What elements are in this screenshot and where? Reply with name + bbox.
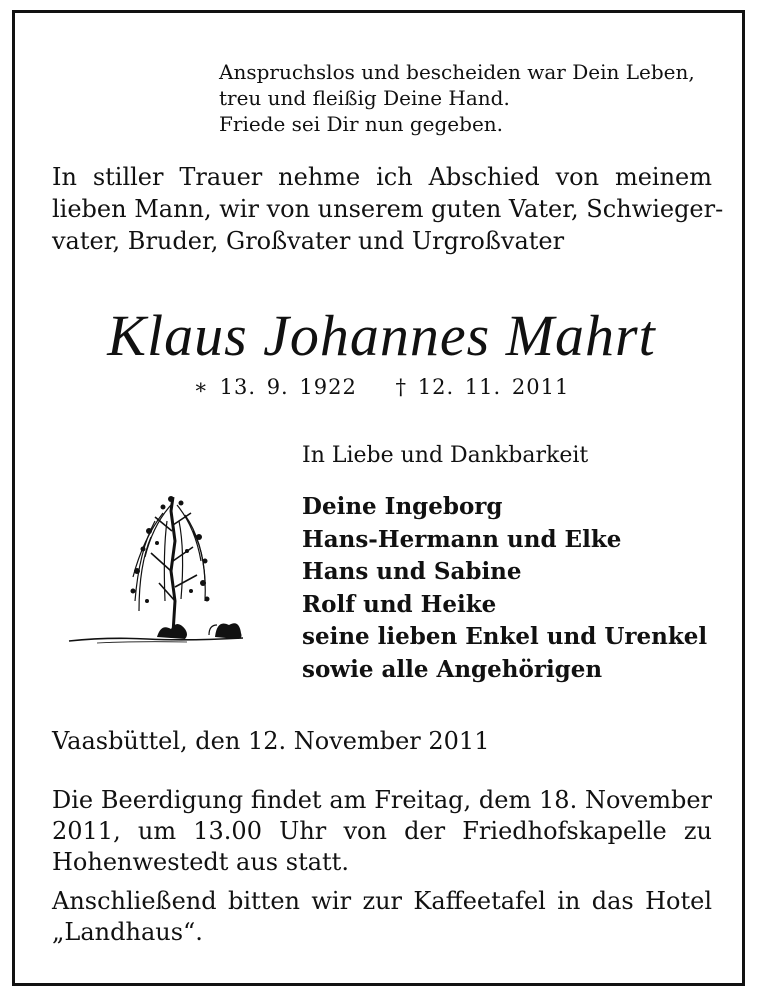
deceased-name: Klaus Johannes Mahrt bbox=[107, 303, 656, 368]
mourning-intro bbox=[52, 161, 724, 257]
funeral-line: Hohenwestedt aus statt. bbox=[52, 848, 349, 876]
funeral-details bbox=[52, 785, 712, 878]
funeral-line: 2011, um 13.00 Uhr von der Friedhofskapelle zu bbox=[52, 817, 712, 845]
poem-line: Friede sei Dir nun gegeben. bbox=[219, 112, 504, 136]
place-and-date: Vaasbüttel, den 12. November 2011 bbox=[52, 727, 490, 755]
obituary-notice bbox=[12, 10, 745, 986]
reception-details bbox=[52, 886, 712, 948]
mourner-name: Hans-Hermann und Elke bbox=[302, 525, 622, 553]
memorial-poem bbox=[219, 59, 695, 137]
mourners-heading: In Liebe und Dankbarkeit bbox=[302, 443, 589, 468]
mourners-list bbox=[302, 491, 707, 686]
life-dates bbox=[15, 373, 748, 401]
intro-line: lieben Mann, wir von unserem guten Vater, Schwieger- bbox=[52, 195, 724, 223]
birth-date: ∗ 13. 9. 1922 bbox=[193, 375, 357, 399]
mourner-name: seine lieben Enkel und Urenkel bbox=[302, 623, 708, 650]
mourner-name: sowie alle Angehörigen bbox=[302, 655, 603, 683]
intro-line: In stiller Trauer nehme ich Abschied von meinem bbox=[52, 163, 712, 191]
mourner-name: Deine Ingeborg bbox=[302, 493, 503, 520]
mourner-name: Hans und Sabine bbox=[302, 558, 522, 585]
poem-line: Anspruchslos und bescheiden war Dein Leben, bbox=[219, 60, 695, 84]
poem-line: treu und fleißig Deine Hand. bbox=[219, 86, 510, 110]
funeral-line: Die Beerdigung findet am Freitag, dem 18. November bbox=[52, 786, 712, 814]
birch-tree-icon bbox=[67, 491, 245, 649]
intro-line: vater, Bruder, Großvater und Urgroßvater bbox=[52, 227, 565, 255]
mourner-name: Rolf und Heike bbox=[302, 590, 497, 618]
reception-line: Anschließend bitten wir zur Kaffeetafel in das Hotel bbox=[52, 887, 712, 915]
death-date: † 12. 11. 2011 bbox=[395, 375, 570, 399]
reception-line: „Landhaus“. bbox=[52, 918, 203, 946]
